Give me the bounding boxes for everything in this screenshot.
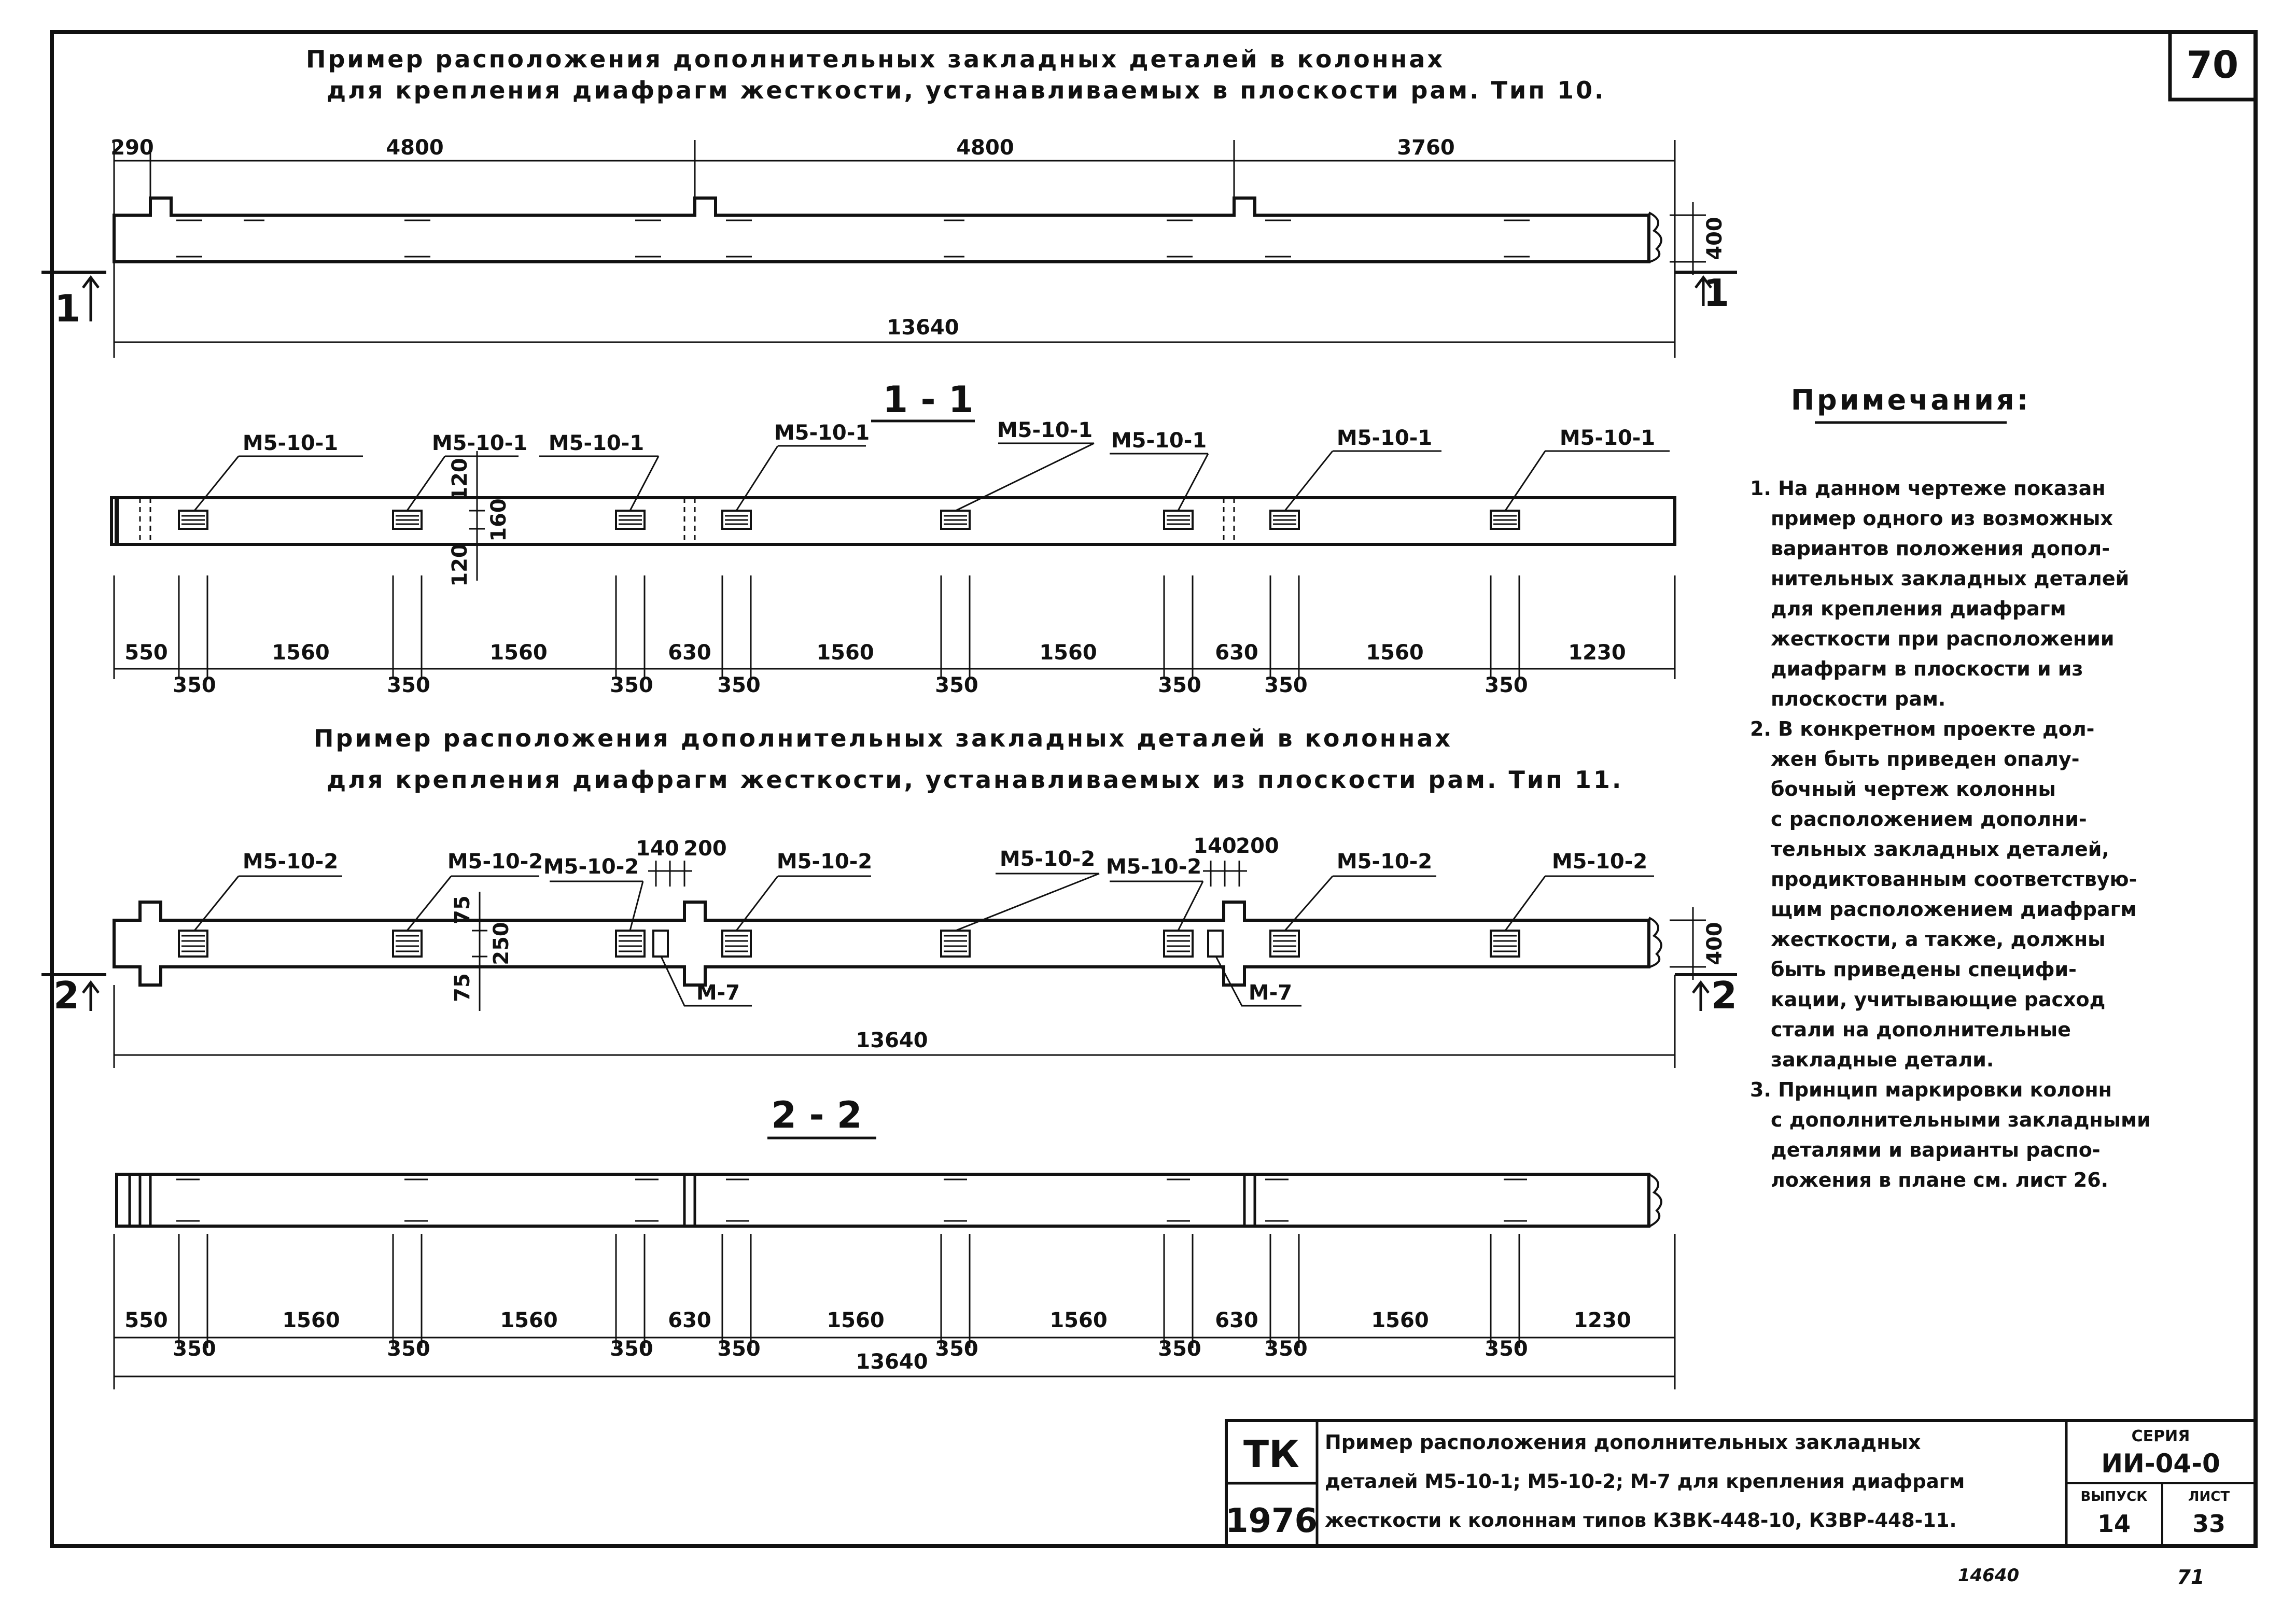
dim-1560-j: 1560 xyxy=(1371,1309,1429,1332)
dim-550-b: 550 xyxy=(124,1309,168,1332)
stamp-series: ИИ-04-0 xyxy=(2101,1449,2220,1479)
tag-m7-b: М-7 xyxy=(1248,981,1293,1005)
note-line-10: жен быть приведен опалу- xyxy=(1771,748,2080,770)
dim-550-a: 550 xyxy=(124,641,168,665)
dim-350-b6: 350 xyxy=(1158,1337,1201,1361)
dim-350-b3: 350 xyxy=(610,1337,653,1361)
section-2-2-label: 2 - 2 xyxy=(771,1094,862,1136)
dim-250: 250 xyxy=(489,922,513,965)
stamp-title-line2: деталей М5-10-1; М5-10-2; М-7 для крепления диафрагм xyxy=(1325,1470,1965,1493)
section-2-2 xyxy=(114,1094,1675,1389)
column-elevation-type10 xyxy=(41,136,1737,358)
dim-1230-a: 1230 xyxy=(1568,641,1626,665)
notes-title: Примечания: xyxy=(1790,384,2031,416)
dim-160: 160 xyxy=(487,498,511,542)
cut-mark-1-left: 1 xyxy=(54,287,81,330)
note-line-17: быть приведены специфи- xyxy=(1771,958,2077,981)
tag-m5-10-1-d: М5-10-1 xyxy=(774,421,870,445)
tag-m5-10-2-h: М5-10-2 xyxy=(1551,850,1648,874)
dim-350-a4: 350 xyxy=(717,673,761,697)
footer-left-number: 14640 xyxy=(1957,1565,2020,1586)
tag-m5-10-2-d: М5-10-2 xyxy=(776,850,873,874)
dim-630-d: 630 xyxy=(1215,1309,1258,1332)
note-line-5: для крепления диафрагм xyxy=(1771,597,2066,620)
tag-m5-10-1-a: М5-10-1 xyxy=(242,431,339,455)
note-line-18: кации, учитывающие расход xyxy=(1771,988,2106,1011)
section2-title-line2: для крепления диафрагм жесткости, устанавливаемых из плоскости рам. Тип 11. xyxy=(327,766,1623,794)
dim-350-a2: 350 xyxy=(387,673,430,697)
cut-mark-2-left: 2 xyxy=(53,974,80,1017)
dim-350-a3: 350 xyxy=(610,673,653,697)
dim-1560-a: 1560 xyxy=(272,641,330,665)
dim-height-400-b: 400 xyxy=(1703,922,1727,965)
dim-4800-b: 4800 xyxy=(956,136,1014,160)
stamp-series-label: СЕРИЯ xyxy=(2131,1427,2190,1445)
tag-m5-10-1-f: М5-10-1 xyxy=(1111,429,1207,453)
dim-140-b: 140 xyxy=(1193,834,1237,858)
dim-350-b7: 350 xyxy=(1264,1337,1308,1361)
dim-350-b1: 350 xyxy=(173,1337,216,1361)
dim-4800-a: 4800 xyxy=(386,136,444,160)
stamp-sheet: 33 xyxy=(2192,1510,2226,1538)
stamp-issue-label: ВЫПУСК xyxy=(2080,1489,2148,1504)
dim-3760: 3760 xyxy=(1397,136,1455,160)
section2-title-line1: Пример расположения дополнительных закладных деталей в колоннах xyxy=(314,724,1453,752)
dim-height-400: 400 xyxy=(1703,217,1727,260)
tag-m5-10-2-c: М5-10-2 xyxy=(543,855,639,879)
note-line-6: жесткости при расположении xyxy=(1771,627,2115,650)
tag-m5-10-1-e: М5-10-1 xyxy=(997,418,1093,442)
note-line-21: 3. Принцип маркировки колонн xyxy=(1750,1078,2112,1101)
tag-m5-10-2-e: М5-10-2 xyxy=(999,847,1096,871)
note-line-2: пример одного из возможных xyxy=(1771,507,2113,530)
note-line-22: с дополнительными закладными xyxy=(1771,1108,2151,1131)
note-line-16: жесткости, а также, должны xyxy=(1771,928,2106,951)
dim-total-13640-c: 13640 xyxy=(856,1350,928,1374)
stamp-year: 1976 xyxy=(1225,1502,1318,1540)
dim-350-b2: 350 xyxy=(387,1337,430,1361)
dim-350-b8: 350 xyxy=(1485,1337,1528,1361)
note-line-15: щим расположением диафрагм xyxy=(1771,898,2137,921)
dim-1560-i: 1560 xyxy=(1049,1309,1108,1332)
section-1-1 xyxy=(111,378,1675,697)
dim-total-13640-b: 13640 xyxy=(856,1029,928,1052)
section1-title-line2: для крепления диафрагм жесткости, устанавливаемых в плоскости рам. Тип 10. xyxy=(327,76,1606,104)
dim-1560-b: 1560 xyxy=(489,641,548,665)
dim-350-a5: 350 xyxy=(935,673,978,697)
note-line-12: с расположением дополни- xyxy=(1771,808,2087,831)
stamp-sheet-label: ЛИСТ xyxy=(2188,1489,2230,1504)
dim-1560-d: 1560 xyxy=(1039,641,1097,665)
tag-m5-10-2-a: М5-10-2 xyxy=(242,850,339,874)
note-line-4: нительных закладных деталей xyxy=(1771,567,2130,590)
tag-m5-10-2-f: М5-10-2 xyxy=(1105,855,1202,879)
tag-m5-10-1-b: М5-10-1 xyxy=(431,431,528,455)
dim-630-c: 630 xyxy=(668,1309,711,1332)
tag-m5-10-1-h: М5-10-1 xyxy=(1559,426,1656,450)
dim-630-a: 630 xyxy=(668,641,711,665)
title-block xyxy=(1225,1421,2256,1546)
dim-140-a: 140 xyxy=(636,837,679,861)
note-line-7: диафрагм в плоскости и из xyxy=(1771,657,2083,680)
note-line-8: плоскости рам. xyxy=(1771,687,1946,710)
footer-right-number: 71 xyxy=(2177,1566,2205,1588)
note-line-20: закладные детали. xyxy=(1771,1048,1994,1071)
dim-total-13640-a: 13640 xyxy=(887,316,959,340)
dim-350-a1: 350 xyxy=(173,673,216,697)
dim-1560-h: 1560 xyxy=(827,1309,885,1332)
dim-200-b: 200 xyxy=(1236,834,1279,858)
column-elevation-type11 xyxy=(41,834,1737,1068)
dim-350-b5: 350 xyxy=(935,1337,978,1361)
dim-75-top: 75 xyxy=(451,895,474,924)
note-line-13: тельных закладных деталей, xyxy=(1771,838,2109,861)
note-line-9: 2. В конкретном проекте дол- xyxy=(1750,718,2095,740)
dim-290: 290 xyxy=(110,136,154,160)
cut-mark-1-right: 1 xyxy=(1703,271,1730,315)
dim-120-top: 120 xyxy=(448,458,472,501)
cut-mark-2-right: 2 xyxy=(1711,974,1738,1017)
note-line-23: деталями и варианты распо- xyxy=(1771,1138,2101,1161)
dim-1560-c: 1560 xyxy=(816,641,874,665)
note-line-3: вариантов положения допол- xyxy=(1771,537,2110,560)
tag-m5-10-1-c: М5-10-1 xyxy=(548,431,645,455)
stamp-title-line1: Пример расположения дополнительных закладных xyxy=(1325,1431,1921,1454)
tag-m5-10-2-g: М5-10-2 xyxy=(1336,850,1433,874)
note-line-19: стали на дополнительные xyxy=(1771,1018,2071,1041)
dim-350-a6: 350 xyxy=(1158,673,1201,697)
dim-75-bottom: 75 xyxy=(451,973,474,1002)
note-line-1: 1. На данном чертеже показан xyxy=(1750,477,2106,500)
tag-m5-10-1-g: М5-10-1 xyxy=(1336,426,1433,450)
tag-m7-a: М-7 xyxy=(696,981,740,1005)
note-line-14: продиктованным соответствую- xyxy=(1771,868,2137,891)
dim-630-b: 630 xyxy=(1215,641,1258,665)
sheet-number: 70 xyxy=(2186,43,2239,87)
note-line-24: ложения в плане см. лист 26. xyxy=(1771,1169,2109,1191)
dim-1560-f: 1560 xyxy=(282,1309,340,1332)
section-1-1-label: 1 - 1 xyxy=(883,378,974,421)
stamp-title-line3: жесткости к колоннам типов К3ВК-448-10, К3ВР-448-11. xyxy=(1325,1509,1957,1531)
dim-350-a8: 350 xyxy=(1485,673,1528,697)
dim-1560-g: 1560 xyxy=(500,1309,558,1332)
dim-1230-b: 1230 xyxy=(1573,1309,1631,1332)
notes-block xyxy=(1750,384,2151,1191)
dim-350-b4: 350 xyxy=(717,1337,761,1361)
note-line-11: бочный чертеж колонны xyxy=(1771,778,2056,800)
dim-1560-e: 1560 xyxy=(1366,641,1424,665)
stamp-org: ТК xyxy=(1243,1432,1299,1476)
tag-m5-10-2-b: М5-10-2 xyxy=(447,850,543,874)
dim-200-a: 200 xyxy=(683,837,727,861)
dim-120-bottom: 120 xyxy=(448,543,472,587)
dim-350-a7: 350 xyxy=(1264,673,1308,697)
section1-title-line1: Пример расположения дополнительных закладных деталей в колоннах xyxy=(306,45,1445,73)
stamp-issue: 14 xyxy=(2097,1510,2131,1538)
